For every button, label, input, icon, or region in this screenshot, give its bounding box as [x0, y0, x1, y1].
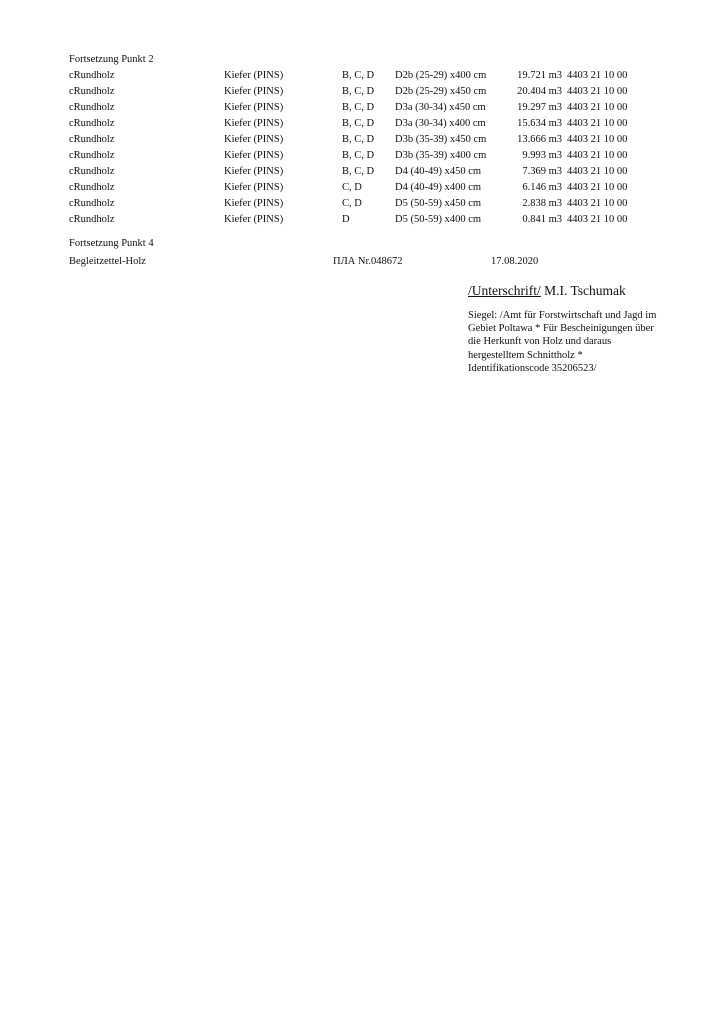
- row-code: 4403 21 10 00: [567, 182, 628, 193]
- table-row: [0, 164, 724, 180]
- row-product: cRundholz: [69, 198, 115, 209]
- table-row: [0, 84, 724, 100]
- row-volume: 7.369 m3: [522, 166, 562, 177]
- row-grade: B, C, D: [342, 102, 375, 113]
- row-dimension: D3a (30-34) x400 cm: [395, 118, 486, 129]
- row-dimension: D2b (25-29) x400 cm: [395, 70, 487, 81]
- row-dimension: D3a (30-34) x450 cm: [395, 102, 486, 113]
- row-volume: 15.634 m3: [517, 118, 562, 129]
- row-dimension: D5 (50-59) x400 cm: [395, 214, 482, 225]
- row-species: Kiefer (PINS): [224, 150, 284, 161]
- table-row: [0, 148, 724, 164]
- timber-items-table: [0, 68, 724, 228]
- row-volume: 2.838 m3: [522, 198, 562, 209]
- table-row: [0, 132, 724, 148]
- row-dimension: D4 (40-49) x450 cm: [395, 166, 482, 177]
- row-grade: D: [342, 214, 350, 225]
- table-row: [0, 180, 724, 196]
- row-dimension: D5 (50-59) x450 cm: [395, 198, 482, 209]
- row-volume: 13.666 m3: [517, 134, 562, 145]
- row-code: 4403 21 10 00: [567, 214, 628, 225]
- row-code: 4403 21 10 00: [567, 134, 628, 145]
- row-product: cRundholz: [69, 134, 115, 145]
- row-product: cRundholz: [69, 102, 115, 113]
- row-code: 4403 21 10 00: [567, 86, 628, 97]
- row-code: 4403 21 10 00: [567, 102, 628, 113]
- signature-label: /Unterschrift/: [468, 283, 541, 298]
- row-grade: B, C, D: [342, 118, 375, 129]
- row-grade: C, D: [342, 182, 362, 193]
- table-row: [0, 100, 724, 116]
- document-number: ПЛА Nr.048672: [333, 256, 403, 267]
- row-species: Kiefer (PINS): [224, 102, 284, 113]
- row-volume: 20.404 m3: [517, 86, 562, 97]
- row-grade: C, D: [342, 198, 362, 209]
- section-2-heading: Fortsetzung Punkt 2: [69, 54, 154, 65]
- document-reference-line: [0, 254, 724, 270]
- row-code: 4403 21 10 00: [567, 150, 628, 161]
- row-dimension: D3b (35-39) x450 cm: [395, 134, 487, 145]
- row-species: Kiefer (PINS): [224, 70, 284, 81]
- row-volume: 9.993 m3: [522, 150, 562, 161]
- table-row: [0, 116, 724, 132]
- document-name: Begleitzettel-Holz: [69, 256, 146, 267]
- row-grade: B, C, D: [342, 166, 375, 177]
- row-code: 4403 21 10 00: [567, 70, 628, 81]
- row-product: cRundholz: [69, 150, 115, 161]
- row-species: Kiefer (PINS): [224, 86, 284, 97]
- row-volume: 19.297 m3: [517, 102, 562, 113]
- table-row: [0, 212, 724, 228]
- section-4-heading: Fortsetzung Punkt 4: [69, 238, 154, 249]
- row-grade: B, C, D: [342, 86, 375, 97]
- document-date: 17.08.2020: [491, 256, 539, 267]
- seal-text: Siegel: /Amt für Forstwirtschaft und Jagd im Gebiet Poltawa * Für Bescheinigungen über die Herkunft von Holz und daraus hergestelltem Schnittholz * Identifikationscode 35206523/: [468, 310, 657, 374]
- signer-name: M.I. Tschumak: [544, 283, 626, 298]
- row-dimension: D4 (40-49) x400 cm: [395, 182, 482, 193]
- table-row: [0, 68, 724, 84]
- row-code: 4403 21 10 00: [567, 198, 628, 209]
- row-species: Kiefer (PINS): [224, 214, 284, 225]
- signature-block: [468, 282, 626, 300]
- row-volume: 0.841 m3: [522, 214, 562, 225]
- row-product: cRundholz: [69, 86, 115, 97]
- row-species: Kiefer (PINS): [224, 166, 284, 177]
- row-dimension: D2b (25-29) x450 cm: [395, 86, 487, 97]
- row-grade: B, C, D: [342, 150, 375, 161]
- row-volume: 19.721 m3: [517, 70, 562, 81]
- row-dimension: D3b (35-39) x400 cm: [395, 150, 487, 161]
- row-species: Kiefer (PINS): [224, 118, 284, 129]
- row-grade: B, C, D: [342, 70, 375, 81]
- row-product: cRundholz: [69, 214, 115, 225]
- row-code: 4403 21 10 00: [567, 166, 628, 177]
- table-row: [0, 196, 724, 212]
- row-grade: B, C, D: [342, 134, 375, 145]
- row-product: cRundholz: [69, 118, 115, 129]
- row-product: cRundholz: [69, 182, 115, 193]
- row-product: cRundholz: [69, 70, 115, 81]
- row-species: Kiefer (PINS): [224, 198, 284, 209]
- row-code: 4403 21 10 00: [567, 118, 628, 129]
- row-species: Kiefer (PINS): [224, 134, 284, 145]
- row-species: Kiefer (PINS): [224, 182, 284, 193]
- row-product: cRundholz: [69, 166, 115, 177]
- row-volume: 6.146 m3: [522, 182, 562, 193]
